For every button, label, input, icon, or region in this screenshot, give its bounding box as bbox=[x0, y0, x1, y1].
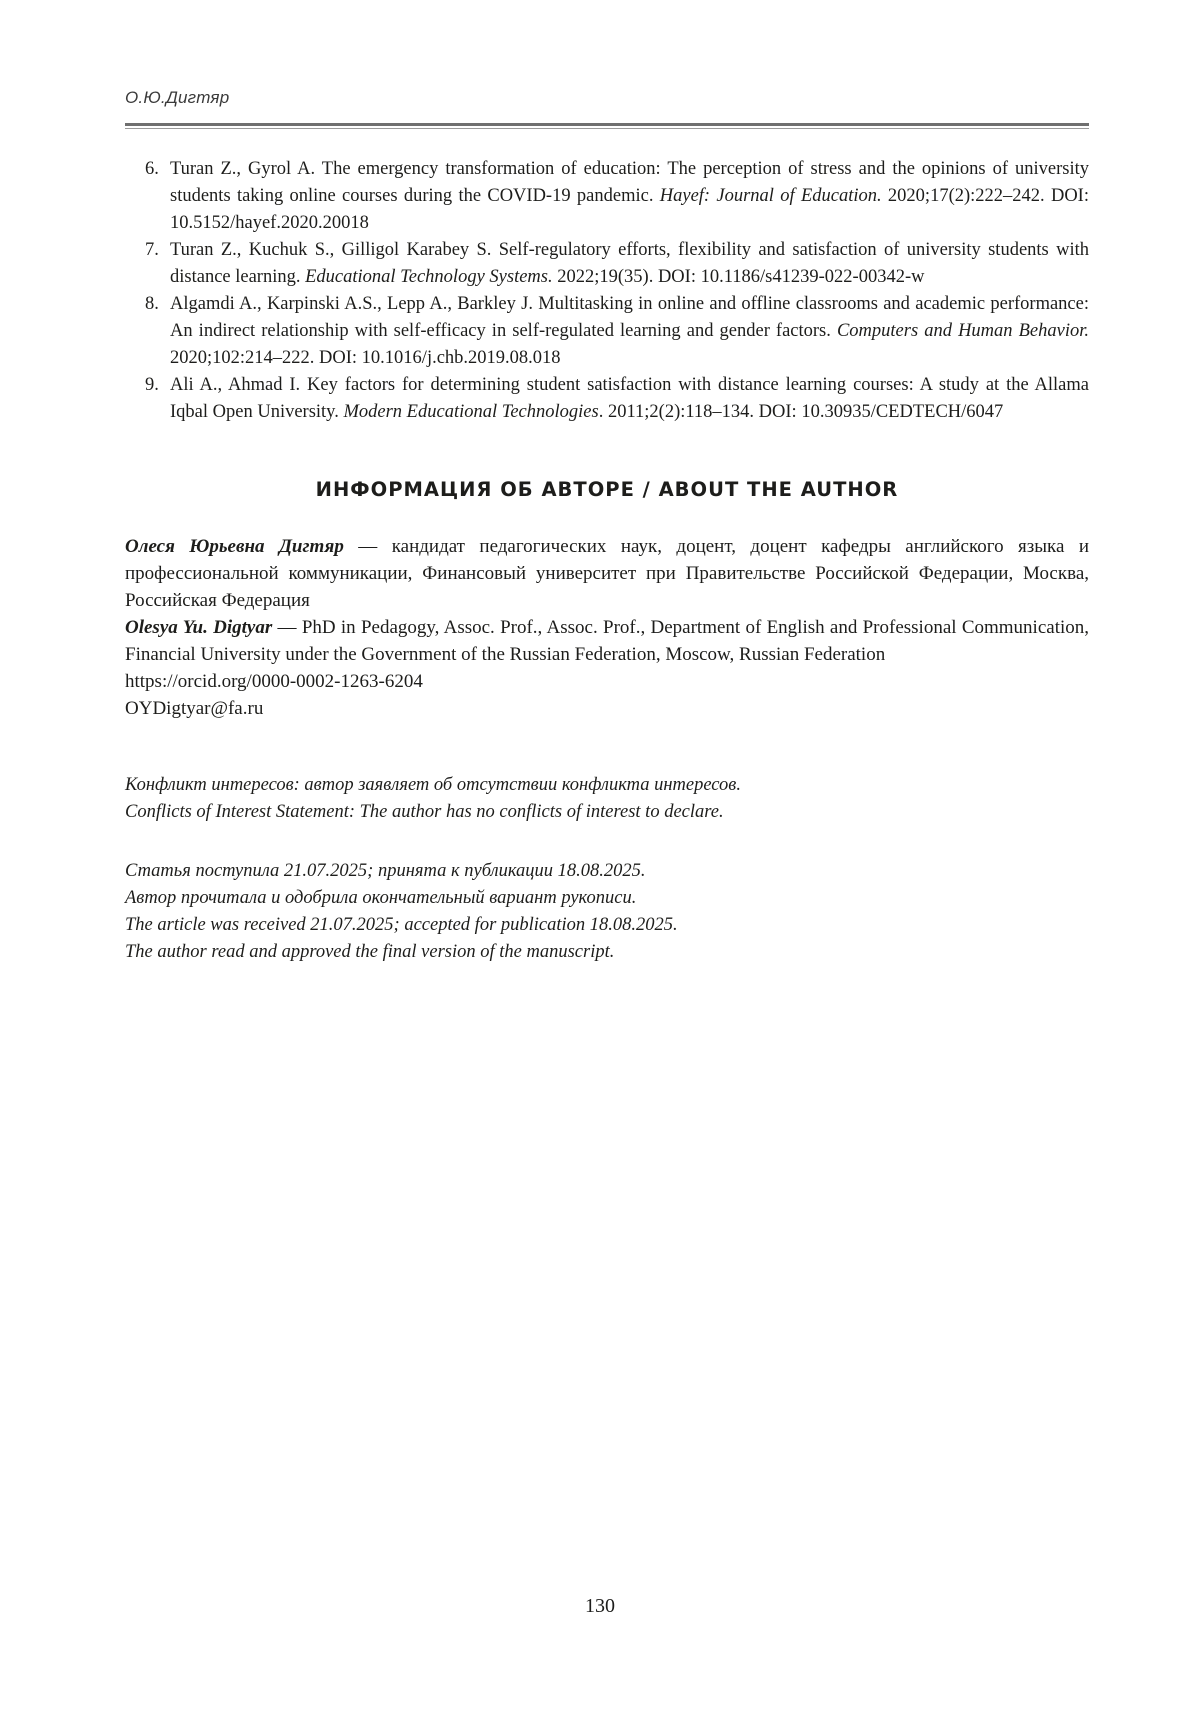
reference-details: . 2011;2(2):118–134. DOI: 10.30935/CEDTECH/6047 bbox=[599, 402, 1004, 422]
conflicts-en: Conflicts of Interest Statement: The author has no conflicts of interest to declare. bbox=[125, 799, 1089, 826]
reference-number: 9. bbox=[145, 372, 159, 399]
article-dates bbox=[125, 858, 1089, 966]
approved-ru: Автор прочитала и одобрила окончательный вариант рукописи. bbox=[125, 885, 1089, 912]
author-details-en: — PhD in Pedagogy, Assoc. Prof., Assoc. Prof., Department of English and Professional Communication, Financial University under the Government of the Russian Federation, Moscow, Russian Federation bbox=[125, 617, 1089, 665]
author-details-ru: — кандидат педагогических наук, доцент, доцент кафедры английского языка и профессиональной коммуникации, Финансовый университет при Правительстве Российской Федерации, Москва, Российская Федерация bbox=[125, 536, 1089, 611]
author-name-en: Olesya Yu. Digtyar bbox=[125, 617, 272, 638]
page-number: 130 bbox=[0, 1595, 1200, 1618]
author-section-heading: ИНФОРМАЦИЯ ОБ АВТОРЕ / ABOUT THE AUTHOR bbox=[125, 478, 1089, 501]
orcid-link[interactable]: https://orcid.org/0000-0002-1263-6204 bbox=[125, 668, 1089, 695]
header-rule-thick bbox=[125, 123, 1089, 126]
reference-details: 2020;102:214–222. DOI: 10.1016/j.chb.2019.08.018 bbox=[170, 348, 561, 368]
reference-text: Ali A., Ahmad I. Key factors for determining student satisfaction with distance learning courses: A study at the Allama Iqbal Open University. bbox=[170, 375, 1089, 422]
author-name-ru: Олеся Юрьевна Дигтяр bbox=[125, 536, 344, 557]
author-info-en bbox=[125, 614, 1089, 668]
reference-number: 8. bbox=[145, 291, 159, 318]
reference-details: 2022;19(35). DOI: 10.1186/s41239-022-00342-w bbox=[553, 267, 925, 287]
received-en: The article was received 21.07.2025; accepted for publication 18.08.2025. bbox=[125, 912, 1089, 939]
reference-journal: Hayef: Journal of Education. bbox=[660, 186, 882, 206]
conflicts-statement bbox=[125, 772, 1089, 826]
running-head: О.Ю.Дигтяр bbox=[125, 88, 229, 108]
author-info bbox=[125, 533, 1089, 722]
header-rule-thin bbox=[125, 128, 1089, 129]
reference-number: 6. bbox=[145, 156, 159, 183]
reference-item bbox=[125, 237, 1089, 291]
reference-journal: Educational Technology Systems. bbox=[305, 267, 553, 287]
reference-item bbox=[125, 372, 1089, 426]
received-ru: Статья поступила 21.07.2025; принята к публикации 18.08.2025. bbox=[125, 858, 1089, 885]
author-email[interactable]: OYDigtyar@fa.ru bbox=[125, 695, 1089, 722]
reference-text: Algamdi A., Karpinski A.S., Lepp A., Barkley J. Multitasking in online and offline classrooms and academic performance: An indirect relationship with self-efficacy in self-regulated learning and gender factors. bbox=[170, 294, 1089, 341]
reference-text: Turan Z., Gyrol A. The emergency transformation of education: The perception of stress and the opinions of university students taking online courses during the COVID-19 pandemic. bbox=[170, 159, 1089, 206]
approved-en: The author read and approved the final version of the manuscript. bbox=[125, 939, 1089, 966]
reference-list bbox=[125, 156, 1089, 426]
reference-number: 7. bbox=[145, 237, 159, 264]
reference-item bbox=[125, 156, 1089, 237]
reference-details: 2020;17(2):222–242. DOI: 10.5152/hayef.2020.20018 bbox=[170, 186, 1089, 233]
reference-journal: Computers and Human Behavior. bbox=[837, 321, 1089, 341]
author-info-ru bbox=[125, 533, 1089, 614]
reference-journal: Modern Educational Technologies bbox=[343, 402, 598, 422]
reference-text: Turan Z., Kuchuk S., Gilligol Karabey S. Self-regulatory efforts, flexibility and satisfaction of university students with distance learning. bbox=[170, 240, 1089, 287]
conflicts-ru: Конфликт интересов: автор заявляет об отсутствии конфликта интересов. bbox=[125, 772, 1089, 799]
reference-item bbox=[125, 291, 1089, 372]
